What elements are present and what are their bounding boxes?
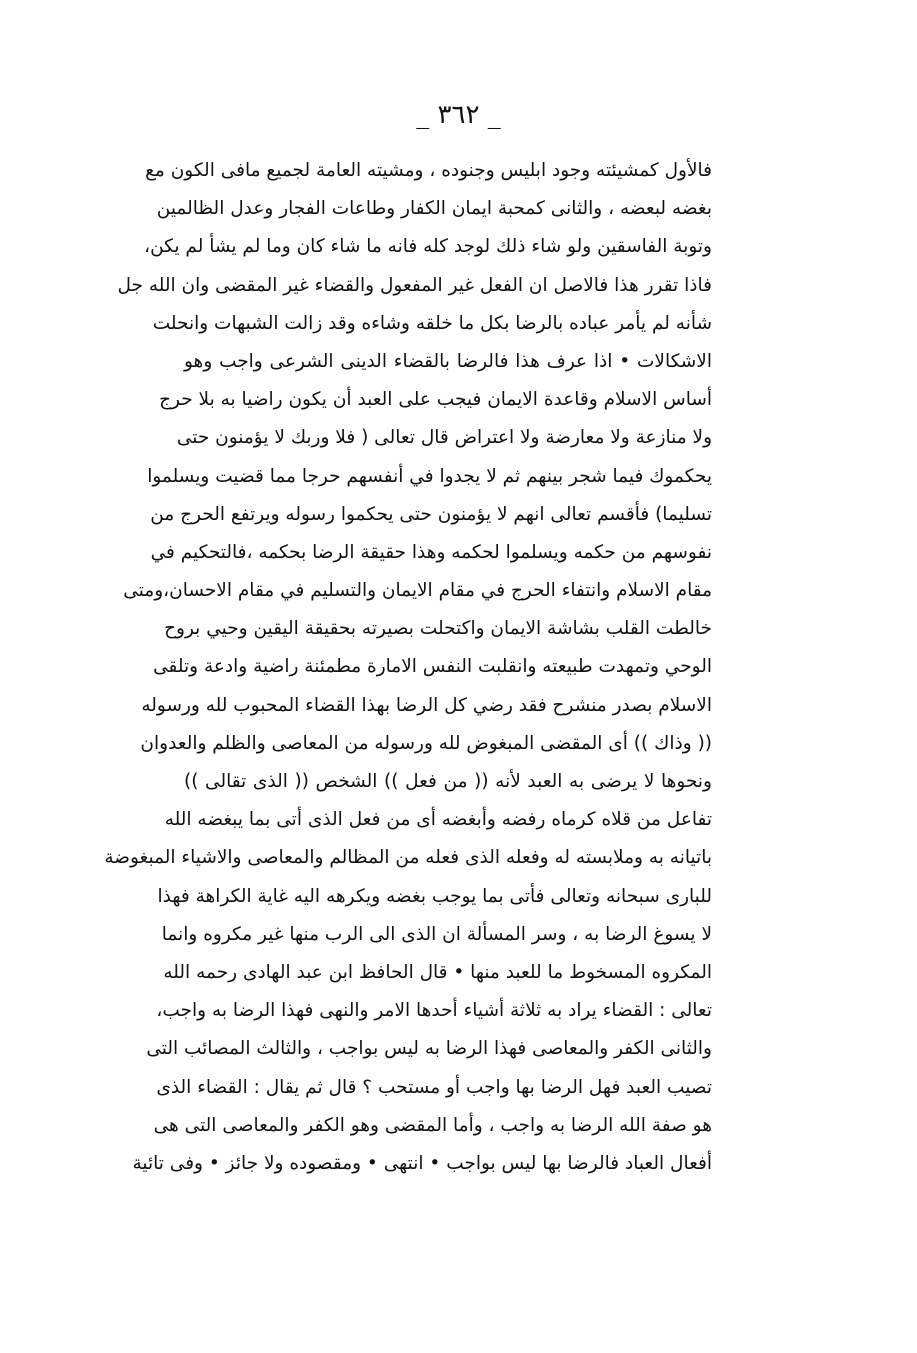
text-line: ونحوها لا يرضى به العبد لأنه (( من فعل )) الشخص (( الذى تقالى ))	[184, 771, 712, 792]
text-line: خالطت القلب بشاشة الايمان واكتحلت بصيرته بحقيقة اليقين وحيي بروح	[164, 618, 712, 640]
text-line: وتوبة الفاسقين ولو شاء ذلك لوجد كله فانه ما شاء كان وما لم يشأ لم يكن،	[144, 236, 712, 258]
text-line: للبارى سبحانه وتعالى فأتى بما يوجب بغضه ويكرهه اليه غاية الكراهة فهذا	[157, 885, 712, 907]
text-line: بغضه لبعضه ، والثانى كمحبة ايمان الكفار وطاعات الفجار وعدل الظالمين	[156, 198, 712, 220]
text-line: يحكموك فيما شجر بينهم ثم لا يجدوا في أنفسهم حرجا مما قضيت ويسلموا	[147, 465, 712, 487]
page-body-text	[104, 152, 712, 1183]
text-line: مقام الاسلام وانتفاء الحرج في مقام الايمان والتسليم في مقام الاحسان،ومتى	[123, 580, 712, 602]
text-line: (( وذاك )) أى المقضى المبغوض لله ورسوله من المعاصى والظلم والعدوان	[140, 732, 712, 754]
text-line: المكروه المسخوط ما للعبد منها • قال الحافظ ابن عبد الهادى رحمه الله	[163, 961, 712, 983]
text-line: أساس الاسلام وقاعدة الايمان فيجب على العبد أن يكون راضيا به بلا حرج	[159, 389, 712, 411]
text-line: تفاعل من قلاه كرماه رفضه وأبغضه أى من فعل الذى أتى بما يبغضه الله	[164, 809, 712, 831]
text-line: باتيانه به وملابسته له وفعله الذى فعله من المظالم والمعاصى والاشياء المبغوضة	[104, 847, 712, 869]
text-line: الوحي وتمهدت طبيعته وانقلبت النفس الامارة مطمئنة راضية وادعة وتلقى	[153, 656, 712, 678]
page-number: _ ٣٦٢ _	[416, 100, 501, 130]
text-line: فاذا تقرر هذا فالاصل ان الفعل غير المفعول والقضاء غير المقضى وان الله جل	[117, 274, 712, 296]
text-line: تعالى : القضاء يراد به ثلاثة أشياء أحدها الامر والنهى فهذا الرضا به واجب،	[156, 1000, 712, 1022]
text-line: فالأول كمشيئته وجود ابليس وجنوده ، ومشيته العامة لجميع مافى الكون مع	[145, 160, 712, 181]
text-line: الاشكالات • اذا عرف هذا فالرضا بالقضاء الدينى الشرعى واجب وهو	[184, 350, 712, 372]
text-line: والثانى الكفر والمعاصى فهذا الرضا به ليس بواجب ، والثالث المصائب التى	[146, 1038, 712, 1060]
text-line: أفعال العباد فالرضا بها ليس بواجب • انتهى • ومقصوده ولا جائز • وفى تائية	[132, 1152, 712, 1174]
text-line: تصيب العبد فهل الرضا بها واجب أو مستحب ؟ قال ثم يقال : القضاء الذى	[156, 1076, 712, 1098]
text-line: تسليما) فأقسم تعالى انهم لا يؤمنون حتى يحكموا رسوله ويرتفع الحرج من	[150, 503, 712, 525]
text-line: نفوسهم من حكمه ويسلموا لحكمه وهذا حقيقة الرضا بحكمه ،فالتحكيم في	[150, 541, 712, 563]
text-line: شأنه لم يأمر عباده بالرضا بكل ما خلقه وشاءه وقد زالت الشبهات وانحلت	[152, 312, 712, 334]
text-line: لا يسوغ الرضا به ، وسر المسألة ان الذى الى الرب منها غير مكروه وانما	[161, 923, 712, 945]
text-line: ولا منازعة ولا معارضة ولا اعتراض قال تعالى ( فلا وربك لا يؤمنون حتى	[176, 427, 712, 449]
text-line: هو صفة الله الرضا به واجب ، وأما المقضى وهو الكفر والمعاصى التى هى	[153, 1114, 712, 1136]
text-line: الاسلام بصدر منشرح فقد رضي كل الرضا بهذا القضاء المحبوب لله ورسوله	[141, 694, 712, 716]
